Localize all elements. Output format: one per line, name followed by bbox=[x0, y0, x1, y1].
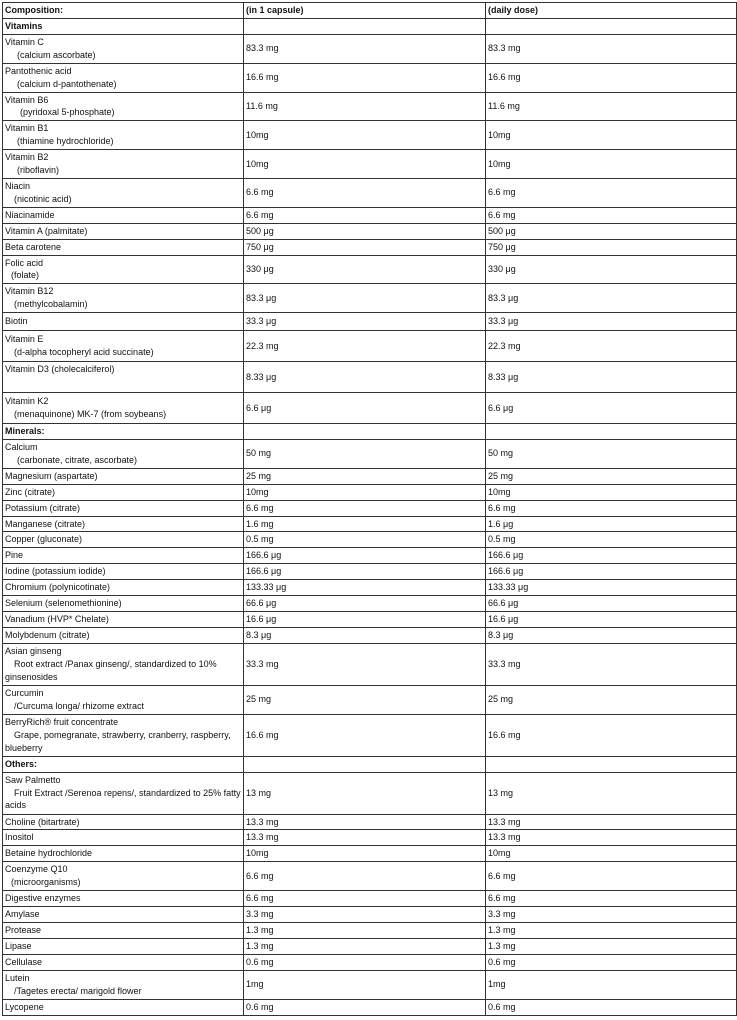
daily-dose-value: 33.3 mg bbox=[486, 643, 737, 685]
per-capsule-value: 13.3 mg bbox=[244, 814, 486, 830]
per-capsule-value: 0.6 mg bbox=[244, 999, 486, 1015]
table-row bbox=[3, 830, 737, 846]
ingredient-name: Vitamin B6 bbox=[5, 94, 49, 105]
per-capsule-value: 8.33 μg bbox=[244, 362, 486, 393]
daily-dose-value: 330 μg bbox=[486, 255, 737, 284]
per-capsule-value: 16.6 mg bbox=[244, 714, 486, 756]
ingredient-source: /Tagetes erecta/ marigold flower bbox=[14, 985, 142, 996]
daily-dose-value: 8.3 μg bbox=[486, 627, 737, 643]
table-row bbox=[3, 393, 737, 424]
ingredient-name: Biotin bbox=[5, 316, 28, 327]
ingredient-name: Potassium (citrate) bbox=[5, 502, 81, 513]
ingredient-name: Iodine (potassium iodide) bbox=[5, 566, 106, 577]
daily-dose-value: 166.6 μg bbox=[486, 548, 737, 564]
ingredient-name: Digestive enzymes bbox=[5, 893, 81, 904]
ingredient-cell bbox=[3, 516, 244, 532]
ingredient-cell bbox=[3, 532, 244, 548]
per-capsule-value: 1.3 mg bbox=[244, 938, 486, 954]
daily-dose-value: 25 mg bbox=[486, 468, 737, 484]
table-row bbox=[3, 954, 737, 970]
ingredient-cell bbox=[3, 484, 244, 500]
ingredient-name: Chromium (polynicotinate) bbox=[5, 582, 111, 593]
ingredient-cell bbox=[3, 500, 244, 516]
per-capsule-value: 25 mg bbox=[244, 468, 486, 484]
section-empty-cell bbox=[244, 756, 486, 772]
table-row bbox=[3, 938, 737, 954]
ingredient-source: (nicotinic acid) bbox=[14, 193, 72, 204]
per-capsule-value: 0.6 mg bbox=[244, 954, 486, 970]
table-row bbox=[3, 484, 737, 500]
ingredient-name: Vitamin E bbox=[5, 334, 44, 345]
ingredient-name: BerryRich® fruit concentrate bbox=[5, 716, 119, 727]
table-row bbox=[3, 862, 737, 891]
per-capsule-value: 10mg bbox=[244, 846, 486, 862]
per-capsule-value: 0.5 mg bbox=[244, 532, 486, 548]
daily-dose-value: 1.3 mg bbox=[486, 923, 737, 939]
per-capsule-value: 25 mg bbox=[244, 685, 486, 714]
ingredient-name: Beta carotene bbox=[5, 241, 62, 252]
per-capsule-value: 33.3 mg bbox=[244, 643, 486, 685]
daily-dose-value: 0.6 mg bbox=[486, 954, 737, 970]
table-row bbox=[3, 970, 737, 999]
ingredient-cell bbox=[3, 362, 244, 393]
ingredient-name: Manganese (citrate) bbox=[5, 518, 86, 529]
ingredient-cell bbox=[3, 331, 244, 362]
ingredient-cell bbox=[3, 970, 244, 999]
per-capsule-value: 66.6 μg bbox=[244, 596, 486, 612]
per-capsule-value: 83.3 mg bbox=[244, 34, 486, 63]
daily-dose-value: 10mg bbox=[486, 484, 737, 500]
ingredient-cell bbox=[3, 772, 244, 814]
ingredient-cell bbox=[3, 954, 244, 970]
daily-dose-value: 16.6 mg bbox=[486, 714, 737, 756]
per-capsule-value: 3.3 mg bbox=[244, 907, 486, 923]
ingredient-cell bbox=[3, 440, 244, 469]
daily-dose-value: 6.6 mg bbox=[486, 207, 737, 223]
ingredient-cell bbox=[3, 714, 244, 756]
daily-dose-value: 166.6 μg bbox=[486, 564, 737, 580]
table-row bbox=[3, 207, 737, 223]
ingredient-source: (riboflavin) bbox=[17, 165, 60, 176]
table-row bbox=[3, 564, 737, 580]
ingredient-cell bbox=[3, 150, 244, 179]
ingredient-name: Coenzyme Q10 bbox=[5, 864, 68, 875]
section-title: Vitamins bbox=[3, 19, 244, 35]
ingredient-cell bbox=[3, 907, 244, 923]
daily-dose-value: 8.33 μg bbox=[486, 362, 737, 393]
ingredient-cell bbox=[3, 92, 244, 121]
daily-dose-value: 0.6 mg bbox=[486, 999, 737, 1015]
per-capsule-value: 16.6 mg bbox=[244, 63, 486, 92]
table-row bbox=[3, 627, 737, 643]
section-header-row bbox=[3, 19, 737, 35]
table-row bbox=[3, 532, 737, 548]
ingredient-name: Pine bbox=[5, 550, 24, 561]
ingredient-cell bbox=[3, 239, 244, 255]
ingredient-source: (folate) bbox=[11, 270, 40, 281]
ingredient-source: (pyridoxal 5-phosphate) bbox=[20, 107, 115, 118]
ingredient-cell bbox=[3, 814, 244, 830]
per-capsule-value: 6.6 mg bbox=[244, 207, 486, 223]
table-row bbox=[3, 846, 737, 862]
composition-table-body bbox=[3, 3, 737, 1016]
daily-dose-value: 22.3 mg bbox=[486, 331, 737, 362]
table-row bbox=[3, 923, 737, 939]
ingredient-name: Vitamin D3 (cholecalciferol) bbox=[5, 364, 115, 375]
per-capsule-value: 1mg bbox=[244, 970, 486, 999]
ingredient-name: Vitamin B1 bbox=[5, 123, 49, 134]
ingredient-source: (methylcobalamin) bbox=[14, 299, 88, 310]
table-row bbox=[3, 907, 737, 923]
ingredient-name: Choline (bitartrate) bbox=[5, 816, 80, 827]
ingredient-name: Copper (gluconate) bbox=[5, 534, 83, 545]
daily-dose-value: 1.3 mg bbox=[486, 938, 737, 954]
table-row bbox=[3, 440, 737, 469]
ingredient-name: Betaine hydrochloride bbox=[5, 848, 93, 859]
per-capsule-value: 50 mg bbox=[244, 440, 486, 469]
ingredient-name: Niacinamide bbox=[5, 209, 55, 220]
ingredient-name: Inositol bbox=[5, 832, 34, 843]
ingredient-cell bbox=[3, 223, 244, 239]
per-capsule-value: 16.6 μg bbox=[244, 612, 486, 628]
header-daily-dose: (daily dose) bbox=[486, 3, 737, 19]
ingredient-source: (d-alpha tocopheryl acid succinate) bbox=[14, 347, 154, 358]
ingredient-cell bbox=[3, 313, 244, 331]
ingredient-name: Vitamin C bbox=[5, 36, 44, 47]
ingredient-name: Calcium bbox=[5, 442, 38, 453]
daily-dose-value: 13.3 mg bbox=[486, 830, 737, 846]
section-header-row bbox=[3, 756, 737, 772]
header-composition: Composition: bbox=[3, 3, 244, 19]
per-capsule-value: 500 μg bbox=[244, 223, 486, 239]
table-row bbox=[3, 63, 737, 92]
daily-dose-value: 50 mg bbox=[486, 440, 737, 469]
daily-dose-value: 6.6 mg bbox=[486, 891, 737, 907]
ingredient-cell bbox=[3, 862, 244, 891]
daily-dose-value: 1.6 μg bbox=[486, 516, 737, 532]
per-capsule-value: 330 μg bbox=[244, 255, 486, 284]
table-row bbox=[3, 772, 737, 814]
ingredient-source: (calcium ascorbate) bbox=[17, 49, 96, 60]
daily-dose-value: 13.3 mg bbox=[486, 814, 737, 830]
per-capsule-value: 750 μg bbox=[244, 239, 486, 255]
table-row bbox=[3, 178, 737, 207]
composition-table bbox=[2, 2, 737, 1016]
table-row bbox=[3, 313, 737, 331]
table-row bbox=[3, 548, 737, 564]
per-capsule-value: 83.3 μg bbox=[244, 284, 486, 313]
table-row bbox=[3, 891, 737, 907]
daily-dose-value: 10mg bbox=[486, 150, 737, 179]
section-title: Others: bbox=[3, 756, 244, 772]
ingredient-name: Pantothenic acid bbox=[5, 65, 72, 76]
daily-dose-value: 16.6 mg bbox=[486, 63, 737, 92]
daily-dose-value: 83.3 μg bbox=[486, 284, 737, 313]
ingredient-cell bbox=[3, 643, 244, 685]
daily-dose-value: 0.5 mg bbox=[486, 532, 737, 548]
ingredient-cell bbox=[3, 393, 244, 424]
ingredient-cell bbox=[3, 923, 244, 939]
ingredient-cell bbox=[3, 612, 244, 628]
table-row bbox=[3, 34, 737, 63]
daily-dose-value: 66.6 μg bbox=[486, 596, 737, 612]
per-capsule-value: 6.6 μg bbox=[244, 393, 486, 424]
daily-dose-value: 10mg bbox=[486, 846, 737, 862]
ingredient-source: (thiamine hydrochloride) bbox=[17, 136, 114, 147]
daily-dose-value: 3.3 mg bbox=[486, 907, 737, 923]
per-capsule-value: 6.6 mg bbox=[244, 891, 486, 907]
table-row bbox=[3, 239, 737, 255]
daily-dose-value: 1mg bbox=[486, 970, 737, 999]
per-capsule-value: 33.3 μg bbox=[244, 313, 486, 331]
daily-dose-value: 25 mg bbox=[486, 685, 737, 714]
ingredient-cell bbox=[3, 685, 244, 714]
ingredient-cell bbox=[3, 548, 244, 564]
ingredient-name: Vitamin B2 bbox=[5, 152, 49, 163]
table-row bbox=[3, 468, 737, 484]
ingredient-cell bbox=[3, 846, 244, 862]
per-capsule-value: 10mg bbox=[244, 484, 486, 500]
ingredient-name: Folic acid bbox=[5, 257, 44, 268]
ingredient-cell bbox=[3, 255, 244, 284]
daily-dose-value: 500 μg bbox=[486, 223, 737, 239]
daily-dose-value: 750 μg bbox=[486, 239, 737, 255]
ingredient-name: Asian ginseng bbox=[5, 645, 62, 656]
daily-dose-value: 10mg bbox=[486, 121, 737, 150]
ingredient-cell bbox=[3, 207, 244, 223]
daily-dose-value: 6.6 mg bbox=[486, 500, 737, 516]
ingredient-source: (menaquinone) MK-7 (from soybeans) bbox=[14, 409, 167, 420]
ingredient-cell bbox=[3, 121, 244, 150]
daily-dose-value: 13 mg bbox=[486, 772, 737, 814]
per-capsule-value: 11.6 mg bbox=[244, 92, 486, 121]
ingredient-name: Amylase bbox=[5, 909, 40, 920]
daily-dose-value: 6.6 mg bbox=[486, 178, 737, 207]
table-row bbox=[3, 612, 737, 628]
ingredient-cell bbox=[3, 63, 244, 92]
ingredient-name: Saw Palmetto bbox=[5, 774, 61, 785]
table-row bbox=[3, 92, 737, 121]
table-row bbox=[3, 223, 737, 239]
per-capsule-value: 133.33 μg bbox=[244, 580, 486, 596]
table-row bbox=[3, 150, 737, 179]
table-row bbox=[3, 500, 737, 516]
table-row bbox=[3, 714, 737, 756]
daily-dose-value: 6.6 μg bbox=[486, 393, 737, 424]
ingredient-cell bbox=[3, 891, 244, 907]
section-title: Minerals: bbox=[3, 424, 244, 440]
ingredient-source: Root extract /Panax ginseng/, standardized to 10% ginsenosides bbox=[5, 658, 217, 682]
per-capsule-value: 6.6 mg bbox=[244, 500, 486, 516]
per-capsule-value: 166.6 μg bbox=[244, 564, 486, 580]
ingredient-name: Protease bbox=[5, 925, 42, 936]
ingredient-name: Lutein bbox=[5, 972, 30, 983]
per-capsule-value: 1.6 mg bbox=[244, 516, 486, 532]
daily-dose-value: 133.33 μg bbox=[486, 580, 737, 596]
ingredient-name: Cellulase bbox=[5, 956, 43, 967]
ingredient-source: /Curcuma longa/ rhizome extract bbox=[14, 700, 145, 711]
ingredient-source: Grape, pomegranate, strawberry, cranberry, raspberry, blueberry bbox=[5, 729, 231, 753]
per-capsule-value: 6.6 mg bbox=[244, 862, 486, 891]
per-capsule-value: 166.6 μg bbox=[244, 548, 486, 564]
table-row bbox=[3, 331, 737, 362]
table-row bbox=[3, 255, 737, 284]
daily-dose-value: 16.6 μg bbox=[486, 612, 737, 628]
per-capsule-value: 8.3 μg bbox=[244, 627, 486, 643]
table-row bbox=[3, 580, 737, 596]
ingredient-name: Vitamin B12 bbox=[5, 286, 54, 297]
ingredient-cell bbox=[3, 468, 244, 484]
ingredient-cell bbox=[3, 284, 244, 313]
ingredient-name: Magnesium (aspartate) bbox=[5, 470, 98, 481]
table-row bbox=[3, 121, 737, 150]
ingredient-cell bbox=[3, 938, 244, 954]
per-capsule-value: 10mg bbox=[244, 150, 486, 179]
ingredient-source: (carbonate, citrate, ascorbate) bbox=[17, 454, 138, 465]
per-capsule-value: 1.3 mg bbox=[244, 923, 486, 939]
header-per-capsule: (in 1 capsule) bbox=[244, 3, 486, 19]
section-empty-cell bbox=[244, 424, 486, 440]
daily-dose-value: 33.3 μg bbox=[486, 313, 737, 331]
daily-dose-value: 11.6 mg bbox=[486, 92, 737, 121]
table-row bbox=[3, 284, 737, 313]
ingredient-cell bbox=[3, 830, 244, 846]
ingredient-name: Vitamin K2 bbox=[5, 396, 49, 407]
ingredient-cell bbox=[3, 627, 244, 643]
ingredient-name: Niacin bbox=[5, 180, 31, 191]
ingredient-name: Curcumin bbox=[5, 687, 44, 698]
section-empty-cell bbox=[486, 424, 737, 440]
table-row bbox=[3, 362, 737, 393]
table-row bbox=[3, 643, 737, 685]
header-row bbox=[3, 3, 737, 19]
ingredient-source: (microorganisms) bbox=[11, 877, 81, 888]
ingredient-cell bbox=[3, 596, 244, 612]
ingredient-name: Selenium (selenomethionine) bbox=[5, 598, 122, 609]
section-empty-cell bbox=[486, 19, 737, 35]
ingredient-name: Lycopene bbox=[5, 1001, 44, 1012]
ingredient-name: Vanadium (HVP* Chelate) bbox=[5, 614, 109, 624]
ingredient-source: Fruit Extract /Serenoa repens/, standardized to 25% fatty acids bbox=[5, 787, 241, 811]
ingredient-cell bbox=[3, 999, 244, 1015]
ingredient-cell bbox=[3, 34, 244, 63]
per-capsule-value: 10mg bbox=[244, 121, 486, 150]
per-capsule-value: 13.3 mg bbox=[244, 830, 486, 846]
table-row bbox=[3, 516, 737, 532]
ingredient-name: Zinc (citrate) bbox=[5, 486, 56, 497]
section-empty-cell bbox=[244, 19, 486, 35]
table-row bbox=[3, 596, 737, 612]
per-capsule-value: 6.6 mg bbox=[244, 178, 486, 207]
table-row bbox=[3, 999, 737, 1015]
ingredient-name: Lipase bbox=[5, 940, 32, 951]
per-capsule-value: 22.3 mg bbox=[244, 331, 486, 362]
ingredient-source: (calcium d-pantothenate) bbox=[17, 78, 117, 89]
ingredient-cell bbox=[3, 580, 244, 596]
section-header-row bbox=[3, 424, 737, 440]
ingredient-name: Molybdenum (citrate) bbox=[5, 629, 90, 640]
per-capsule-value: 13 mg bbox=[244, 772, 486, 814]
section-empty-cell bbox=[486, 756, 737, 772]
daily-dose-value: 6.6 mg bbox=[486, 862, 737, 891]
table-row bbox=[3, 685, 737, 714]
daily-dose-value: 83.3 mg bbox=[486, 34, 737, 63]
ingredient-name: Vitamin A (palmitate) bbox=[5, 225, 88, 236]
table-row bbox=[3, 814, 737, 830]
ingredient-cell bbox=[3, 178, 244, 207]
ingredient-cell bbox=[3, 564, 244, 580]
